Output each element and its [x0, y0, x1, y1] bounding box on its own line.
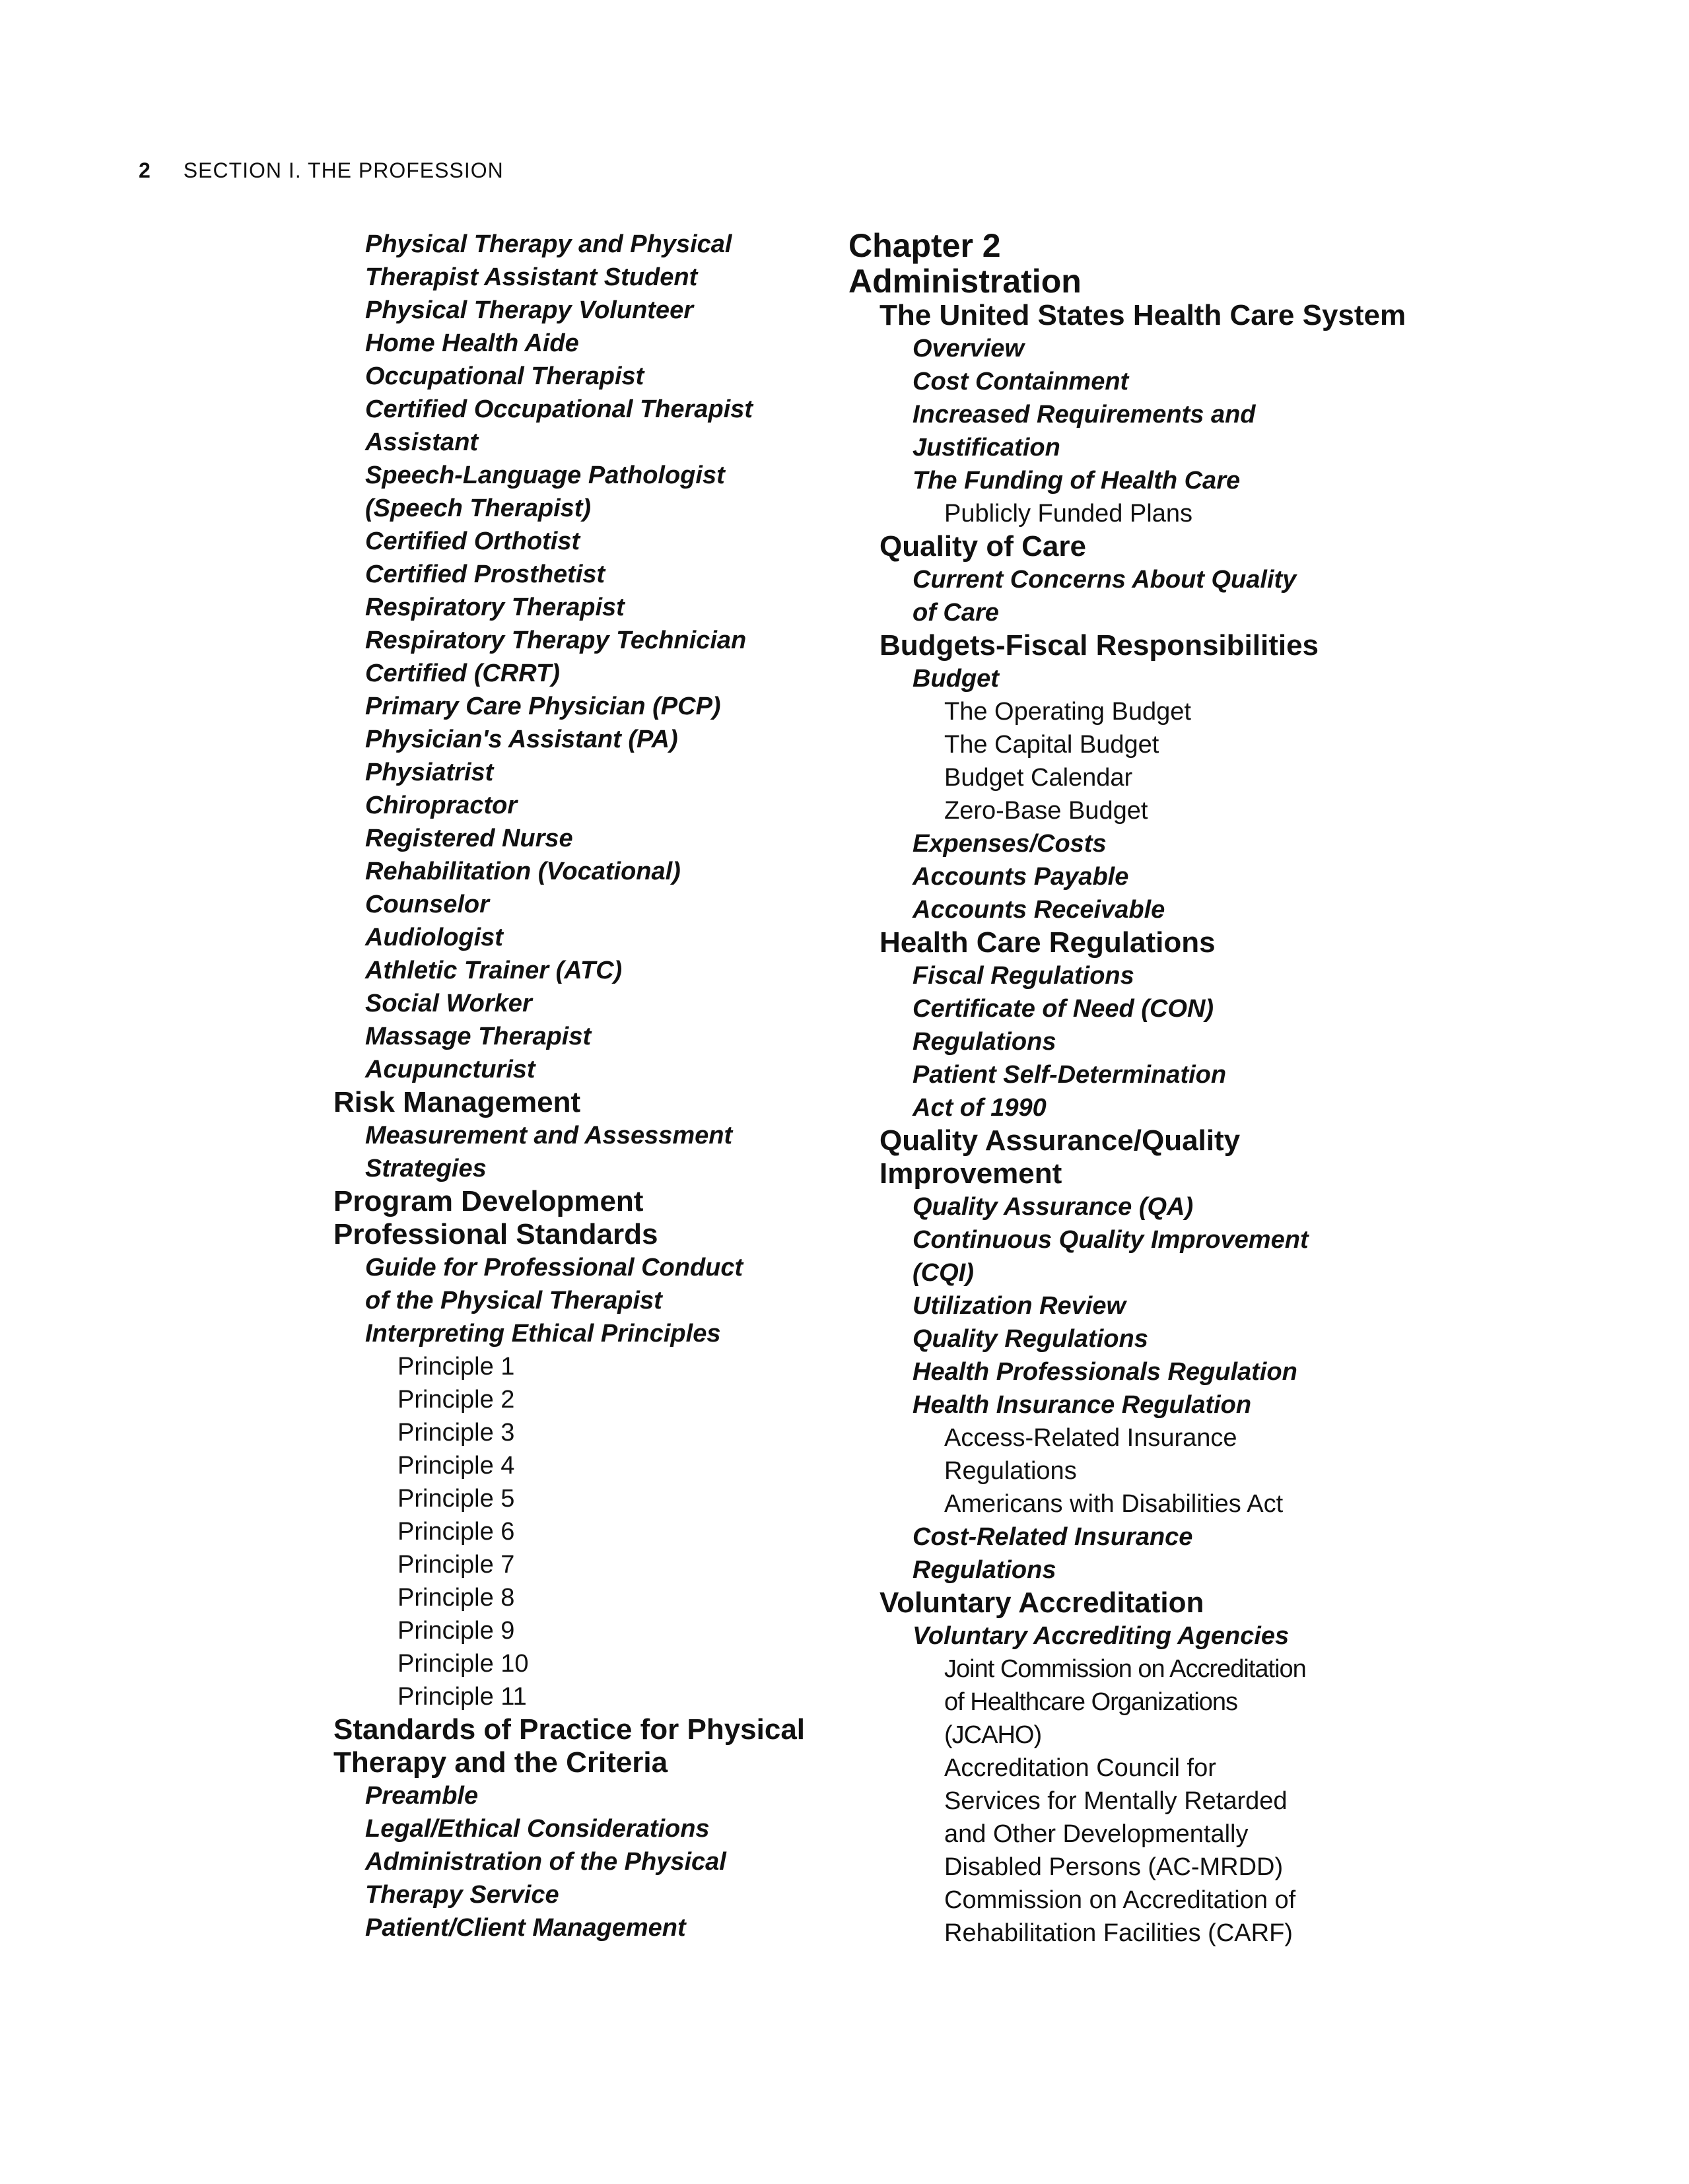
toc-right-column [848, 228, 1430, 1950]
toc-entry-level-2: Massage Therapist [365, 1023, 592, 1050]
toc-entry-level-2: Physiatrist [365, 759, 494, 786]
toc-entry-level-2: Cost-Related Insurance [913, 1523, 1193, 1551]
toc-entry-level-3: Principle 11 [397, 1683, 527, 1711]
page-header [139, 158, 504, 183]
toc-entry-level-2: Regulations [913, 1556, 1056, 1584]
toc-entry-level-2: Cost Containment [913, 368, 1129, 395]
toc-entry-level-3: Principle 7 [397, 1551, 515, 1579]
toc-entry-level-3: Principle 2 [397, 1386, 515, 1414]
toc-entry-level-2: Overview [913, 335, 1024, 362]
toc-entry-level-2: The Funding of Health Care [913, 467, 1241, 495]
toc-entry-level-2: Respiratory Therapist [365, 594, 625, 621]
toc-entry-level-3: Publicly Funded Plans [944, 500, 1192, 528]
toc-entry-level-3: Access-Related Insurance [944, 1424, 1237, 1452]
toc-entry-level-3: Rehabilitation Facilities (CARF) [944, 1919, 1293, 1947]
toc-entry-level-2: Registered Nurse [365, 825, 573, 852]
toc-entry-level-2: Certified Orthotist [365, 528, 580, 555]
toc-entry-level-1: Therapy and the Criteria [333, 1746, 668, 1779]
toc-entry-level-2: Preamble [365, 1782, 479, 1810]
toc-entry-level-2: Certified (CRRT) [365, 660, 560, 687]
toc-entry-level-2: Increased Requirements and [913, 401, 1256, 428]
toc-entry-level-2: Health Insurance Regulation [913, 1391, 1252, 1419]
toc-entry-level-3: Principle 8 [397, 1584, 515, 1612]
toc-entry-level-1: Quality Assurance/Quality [879, 1124, 1241, 1157]
toc-entry-level-2: Rehabilitation (Vocational) [365, 858, 681, 885]
toc-entry-level-2: Patient Self-Determination [913, 1061, 1227, 1089]
toc-entry-level-2: (Speech Therapist) [365, 495, 592, 522]
toc-entry-level-3: Principle 6 [397, 1518, 515, 1546]
toc-entry-level-2: Physical Therapy Volunteer [365, 296, 693, 324]
toc-entry-level-3: Americans with Disabilities Act [944, 1490, 1284, 1518]
toc-entry-level-1: Voluntary Accreditation [879, 1587, 1204, 1619]
toc-entry-level-2: Continuous Quality Improvement [913, 1226, 1309, 1254]
toc-entry-level-1: Program Development [333, 1185, 644, 1217]
toc-entry-level-3: Budget Calendar [944, 764, 1133, 792]
toc-entry-level-2: Occupational Therapist [365, 362, 644, 390]
toc-entry-level-2: Chiropractor [365, 792, 518, 819]
toc-entry-level-2: Acupuncturist [365, 1056, 535, 1083]
toc-entry-level-3: and Other Developmentally [944, 1820, 1249, 1848]
toc-entry-level-2: of the Physical Therapist [365, 1287, 662, 1314]
toc-entry-level-2: Budget [913, 665, 999, 693]
toc-entry-level-1: Quality of Care [879, 530, 1086, 563]
toc-entry-level-2: Therapist Assistant Student [365, 263, 698, 291]
toc-entry-level-3: Principle 3 [397, 1419, 515, 1447]
toc-entry-level-2: Utilization Review [913, 1292, 1126, 1320]
toc-entry-level-3: (JCAHO) [944, 1721, 1042, 1749]
toc-entry-level-2: Fiscal Regulations [913, 962, 1134, 990]
toc-entry-level-3: Accreditation Council for [944, 1754, 1216, 1782]
toc-entry-level-1: Standards of Practice for Physical [333, 1713, 806, 1746]
toc-entry-level-2: Quality Assurance (QA) [913, 1193, 1194, 1221]
toc-entry-level-3: Commission on Accreditation of [944, 1886, 1296, 1914]
chapter-entries [848, 299, 1430, 1950]
toc-entry-level-2: Measurement and Assessment [365, 1122, 733, 1149]
toc-entry-level-2: Respiratory Therapy Technician [365, 627, 747, 654]
toc-entry-level-1: Professional Standards [333, 1218, 658, 1250]
toc-entry-level-2: Speech-Language Pathologist [365, 461, 725, 489]
toc-entry-level-2: Quality Regulations [913, 1325, 1148, 1353]
toc-entry-level-2: Patient/Client Management [365, 1914, 686, 1942]
toc-entry-level-1: Budgets-Fiscal Responsibilities [879, 629, 1319, 662]
toc-entry-level-1: Health Care Regulations [879, 926, 1216, 959]
toc-entry-level-2: Regulations [913, 1028, 1056, 1056]
toc-entry-level-2: Voluntary Accrediting Agencies [913, 1622, 1290, 1650]
toc-entry-level-3: Disabled Persons (AC-MRDD) [944, 1853, 1284, 1881]
toc-entry-level-2: Interpreting Ethical Principles [365, 1320, 721, 1348]
toc-left-column [333, 228, 835, 1944]
toc-entry-level-1: The United States Health Care System [879, 299, 1406, 331]
toc-entry-level-2: (CQI) [913, 1259, 974, 1287]
toc-entry-level-3: Zero-Base Budget [944, 797, 1148, 825]
toc-entry-level-2: Therapy Service [365, 1881, 559, 1909]
toc-entry-level-1: Risk Management [333, 1086, 581, 1118]
toc-entry-level-3: Principle 5 [397, 1485, 515, 1513]
toc-entry-level-3: Joint Commission on Accreditation [944, 1655, 1306, 1683]
toc-entry-level-2: Accounts Payable [913, 863, 1129, 891]
toc-entry-level-2: Expenses/Costs [913, 830, 1107, 858]
page-number: 2 [139, 158, 151, 182]
toc-entry-level-2: Certified Prosthetist [365, 561, 605, 588]
toc-entry-level-2: Athletic Trainer (ATC) [365, 957, 623, 984]
chapter-title: Administration [848, 263, 1082, 300]
toc-entry-level-2: Legal/Ethical Considerations [365, 1815, 710, 1843]
toc-entry-level-3: The Operating Budget [944, 698, 1191, 726]
toc-entry-level-2: Administration of the Physical [365, 1848, 726, 1876]
toc-entry-level-3: Principle 1 [397, 1353, 515, 1381]
toc-entry-level-2: Social Worker [365, 990, 532, 1017]
toc-entry-level-1: Improvement [879, 1157, 1062, 1190]
toc-entry-level-2: Accounts Receivable [913, 896, 1165, 924]
toc-entry-level-2: Strategies [365, 1155, 487, 1182]
toc-entry-level-2: Act of 1990 [913, 1094, 1047, 1122]
toc-entry-level-3: of Healthcare Organizations [944, 1688, 1238, 1716]
section-title: SECTION I. THE PROFESSION [183, 158, 504, 182]
toc-entry-level-3: Principle 4 [397, 1452, 515, 1480]
toc-entry-level-3: Services for Mentally Retarded [944, 1787, 1288, 1815]
toc-entry-level-2: Audiologist [365, 924, 503, 951]
toc-entry-level-2: of Care [913, 599, 999, 627]
toc-entry-level-3: Regulations [944, 1457, 1077, 1485]
chapter-number: Chapter 2 [848, 227, 1001, 264]
toc-entry-level-3: Principle 9 [397, 1617, 515, 1645]
toc-entry-level-2: Primary Care Physician (PCP) [365, 693, 721, 720]
toc-entry-level-2: Current Concerns About Quality [913, 566, 1297, 594]
toc-entry-level-2: Justification [913, 434, 1060, 461]
toc-entry-level-3: Principle 10 [397, 1650, 529, 1678]
toc-entry-level-2: Counselor [365, 891, 489, 918]
toc-entry-level-2: Physical Therapy and Physical [365, 230, 732, 258]
toc-entry-level-2: Guide for Professional Conduct [365, 1254, 743, 1281]
toc-entry-level-2: Health Professionals Regulation [913, 1358, 1297, 1386]
toc-entry-level-2: Physician's Assistant (PA) [365, 726, 678, 753]
toc-entry-level-2: Certified Occupational Therapist [365, 395, 753, 423]
toc-entry-level-2: Assistant [365, 428, 479, 456]
toc-entry-level-3: The Capital Budget [944, 731, 1159, 759]
toc-entry-level-2: Certificate of Need (CON) [913, 995, 1214, 1023]
toc-entry-level-2: Home Health Aide [365, 329, 579, 357]
